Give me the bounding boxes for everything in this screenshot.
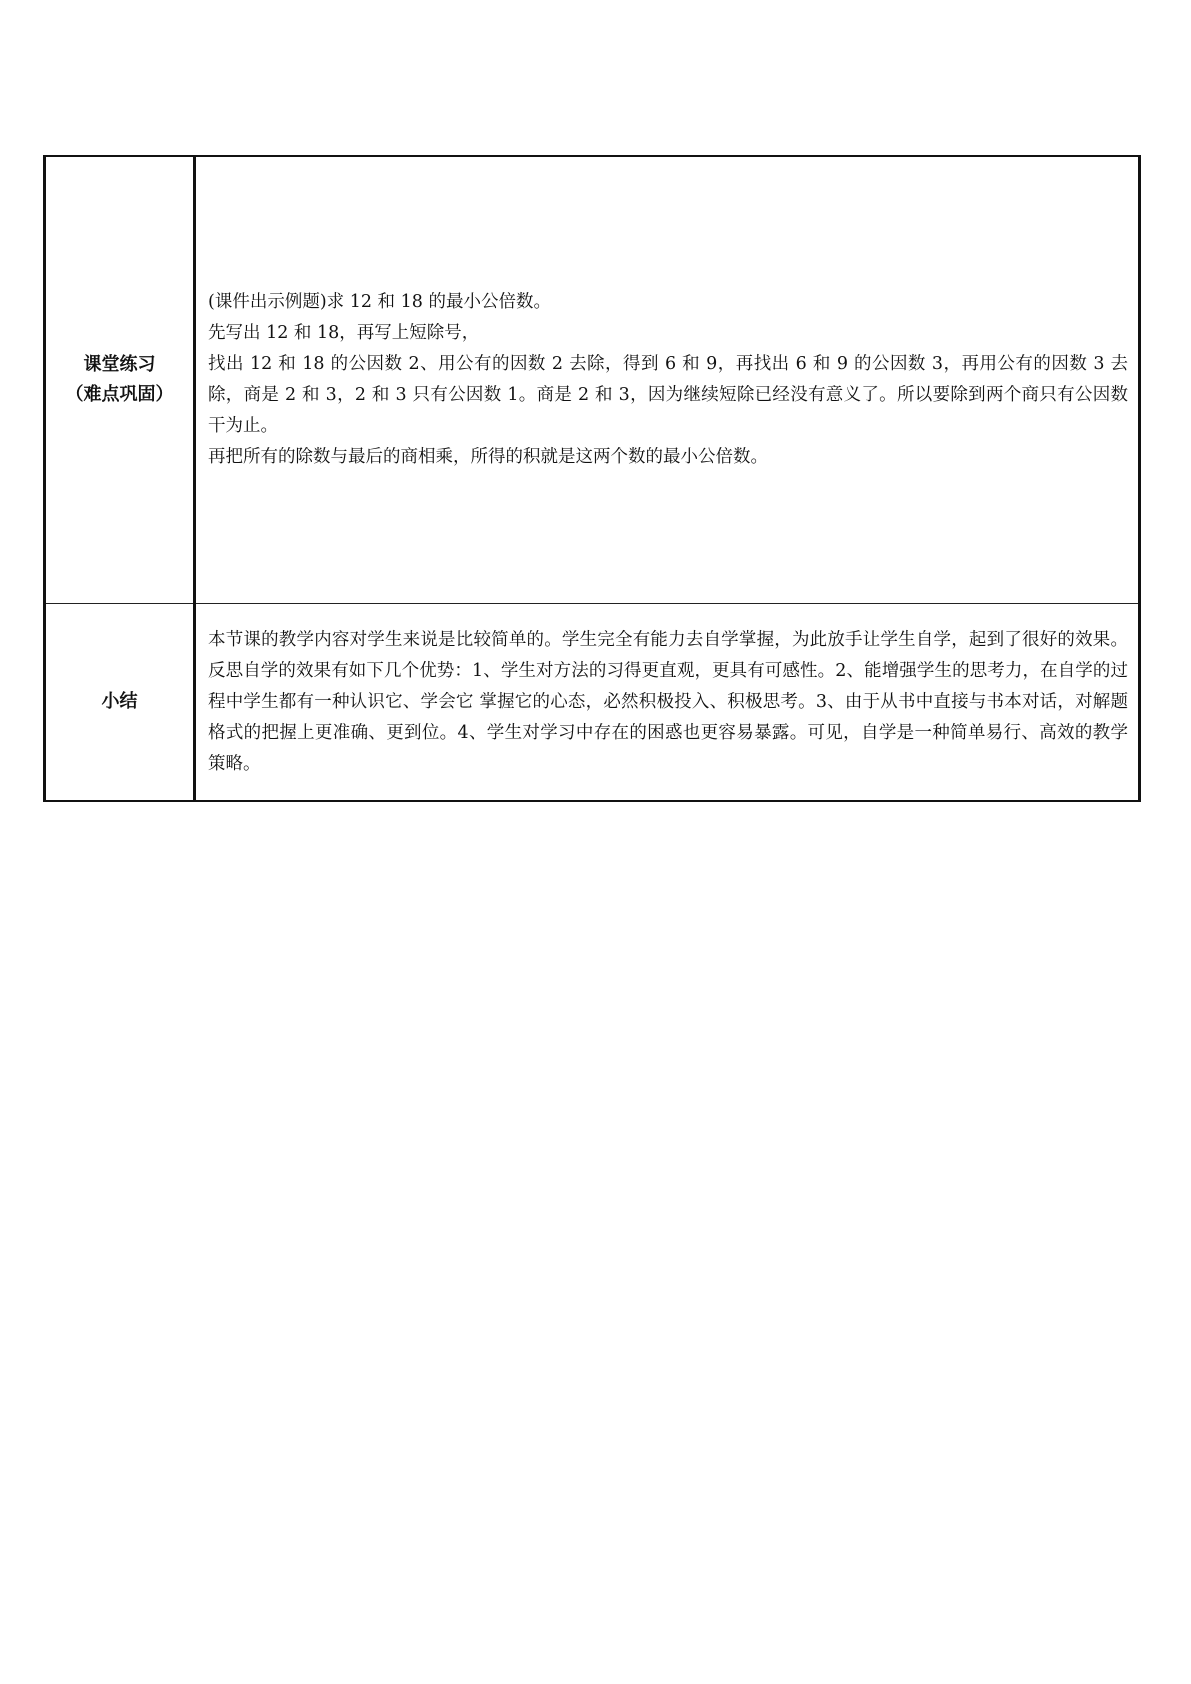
lesson-table bbox=[43, 155, 1141, 802]
row-label-line: 课堂练习 bbox=[83, 354, 156, 375]
row-label-line: 小结 bbox=[101, 691, 138, 712]
content-paragraph: 本节课的教学内容对学生来说是比较简单的。学生完全有能力去自学掌握，为此放手让学生自学，起到了很好的效果。反思自学的效果有如下几个优势：1、学生对方法的习得更直观，更具有可感性。2、能增强学生的思考力，在自学的过程中学生都有一种认识它、学会它 掌握它的心态，必然积极投入、积极思考。3、由于从书中直接与书本对话，对解题格式的把握上更准确、更到位。4、学生对学习中存在的困惑也更容易暴露。可见，自学是一种简单易行、高效的教学策略。 bbox=[208, 629, 1128, 774]
table-row-summary bbox=[45, 604, 1140, 802]
table-row-practice bbox=[45, 156, 1140, 604]
content-paragraph: 再把所有的除数与最后的商相乘，所得的积就是这两个数的最小公倍数。 bbox=[208, 447, 768, 467]
content-paragraph: 先写出 12 和 18，再写上短除号， bbox=[208, 323, 480, 343]
row-content-summary bbox=[195, 604, 1140, 802]
content-paragraph: (课件出示例题)求 12 和 18 的最小公倍数。 bbox=[208, 292, 551, 312]
row-label-line: （难点巩固） bbox=[65, 384, 174, 405]
content-paragraph: 找出 12 和 18 的公因数 2、用公有的因数 2 去除，得到 6 和 9，再找出 6 和 9 的公因数 3，再用公有的因数 3 去除，商是 2 和 3，2 和 3 只有公因数 1。商是 2 和 3，因为继续短除已经没有意义了。所以要除到两个商只有公因数干为止。 bbox=[208, 354, 1128, 436]
row-label-summary bbox=[45, 604, 195, 802]
row-label-practice bbox=[45, 156, 195, 604]
row-content-practice bbox=[195, 156, 1140, 604]
